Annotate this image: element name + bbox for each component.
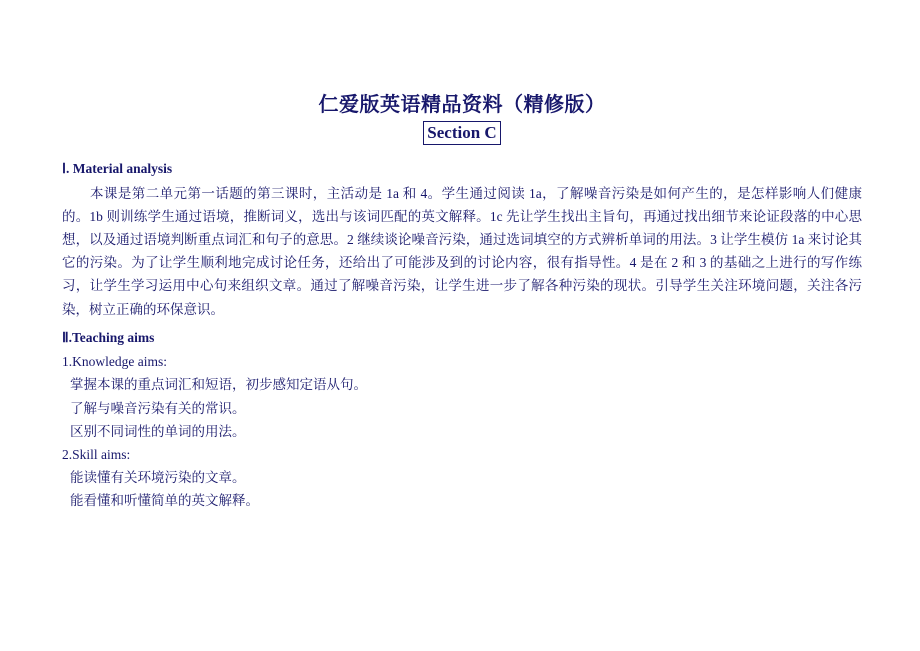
section-heading-teaching-aims: Ⅱ.Teaching aims (62, 329, 155, 345)
list-item: 区别不同词性的单词的用法。 (70, 423, 246, 439)
section-heading-material-analysis: Ⅰ. Material analysis (62, 161, 173, 177)
paragraph-material-analysis: 本课是第二单元第一话题的第三课时，主活动是 1a 和 4。学生通过阅读 1a，了解噪音污染是如何产生的，是怎样影响人们健康的。1b 则训练学生通过语境，推断词义，选出与该词匹配的英文解释。1c 先让学生找出主旨句，再通过找出细节来论证段落的中心思想，以及通过语境判断重点词汇和句子的意思。2 继续谈论噪音污染，通过选词填空的方式辨析单词的用法。3 让学生模仿 1a 来讨论其它的污染。为了让学生顺利地完成讨论任务，还给出了可能涉及到的讨论内容，很有指导性。4 是在 2 和 3 的基础之上进行的写作练习，让学生学习运用中心句来组织文章。通过了解噪音污染，让学生进一步了解各种污染的现状。引导学生关注环境问题，关注各污染，树立正确的环保意识。 (62, 185, 862, 317)
subheading-skill-aims: 2.Skill aims: (62, 446, 131, 462)
section-heading: Section C (423, 121, 500, 145)
section-heading-wrapper (62, 121, 862, 145)
list-item: 能读懂有关环境污染的文章。 (70, 470, 246, 486)
list-item: 掌握本课的重点词汇和短语，初步感知定语从句。 (70, 377, 367, 393)
list-item: 了解与噪音污染有关的常识。 (70, 400, 246, 416)
subheading-knowledge-aims: 1.Knowledge aims: (62, 354, 167, 370)
page-title: 仁爱版英语精品资料（精修版） (318, 94, 606, 116)
list-item: 能看懂和听懂简单的英文解释。 (70, 493, 259, 509)
document-body (62, 92, 862, 513)
